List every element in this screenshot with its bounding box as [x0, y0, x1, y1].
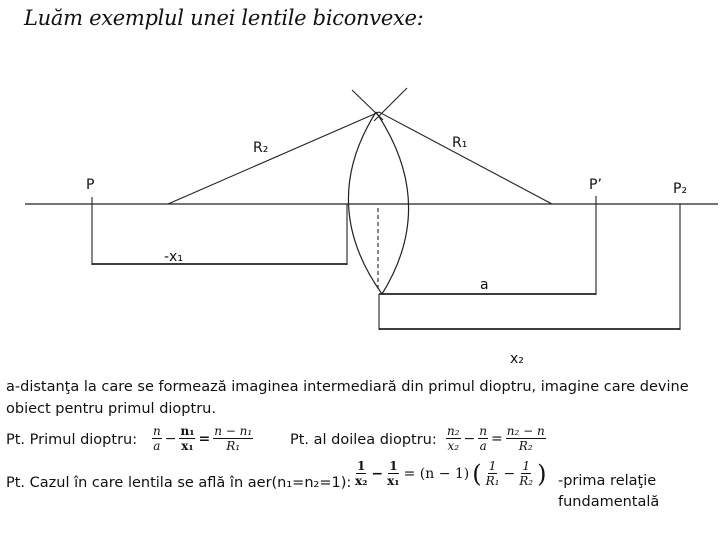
fraction [386, 459, 400, 488]
numerator: n₂ [447, 424, 460, 438]
fraction [478, 424, 488, 453]
numerator: 1 [488, 459, 497, 473]
fraction [213, 424, 253, 453]
label-p: P [86, 177, 95, 193]
numerator: n − n₁ [214, 424, 253, 438]
air-case-equation [354, 459, 546, 488]
radius-r1-line [379, 112, 552, 204]
denominator: x₁ [387, 474, 400, 488]
denominator: x₁ [181, 439, 194, 453]
label-minus-x1: -x₁ [164, 249, 183, 265]
denominator: R₁ [485, 474, 500, 488]
fraction [485, 459, 501, 488]
fraction [152, 424, 162, 453]
minus-sign: − [463, 430, 476, 447]
lens-right-surface [376, 112, 409, 294]
equals-factor: = (n − 1) [403, 465, 470, 482]
open-paren: ( [472, 459, 482, 488]
minus-sign: − [164, 430, 177, 447]
equals-sign: = [198, 430, 211, 447]
minus-sign: − [371, 465, 384, 482]
second-dioptre-label: Pt. al doilea dioptru: [290, 432, 437, 448]
top-cross-line-1 [352, 90, 383, 120]
fundamental-relation-note: -prima relaţie fundamentală [558, 473, 660, 510]
numerator: 1 [357, 459, 366, 473]
fraction [354, 459, 368, 488]
denominator: R₂ [519, 474, 534, 488]
numerator: n [153, 424, 161, 438]
denominator: R₁ [226, 439, 241, 453]
numerator: n₂ − n [506, 424, 545, 438]
label-x2: x₂ [510, 351, 524, 367]
minus-sign: − [503, 465, 516, 482]
label-p2: P₂ [673, 181, 688, 197]
label-r1: R₁ [452, 135, 468, 151]
radius-r2-line [168, 112, 379, 204]
fraction [446, 424, 461, 453]
description-text: a-distanţa la care se formează imaginea intermediară din primul dioptru, imagine care devine obiect pentru primul dioptru. [6, 379, 689, 417]
denominator: a [153, 439, 161, 453]
numerator: 1 [389, 459, 398, 473]
equals-sign: = [491, 430, 503, 447]
label-p-prime: P’ [589, 177, 602, 193]
denominator: R₂ [518, 439, 533, 453]
numerator: n₁ [180, 424, 195, 438]
denominator: a [479, 439, 487, 453]
top-cross-line-2 [374, 88, 407, 121]
label-r2: R₂ [253, 140, 269, 156]
label-a: a [480, 277, 489, 293]
fraction [179, 424, 195, 453]
denominator: x₂ [447, 439, 460, 453]
numerator: n [479, 424, 488, 438]
fraction [506, 424, 546, 453]
lens-left-surface [348, 112, 382, 294]
page-title: Luăm exemplul unei lentile biconvexe: [24, 6, 424, 30]
air-case-label: Pt. Cazul în care lentila se află în aer(n₁=n₂=1): [6, 475, 352, 491]
second-dioptre-equation [446, 424, 546, 453]
fraction [518, 459, 534, 488]
first-dioptre-equation [152, 424, 253, 453]
close-paren: ) [537, 459, 547, 488]
numerator: 1 [522, 459, 530, 473]
first-dioptre-label: Pt. Primul dioptru: [6, 432, 138, 448]
denominator: x₂ [355, 474, 368, 488]
